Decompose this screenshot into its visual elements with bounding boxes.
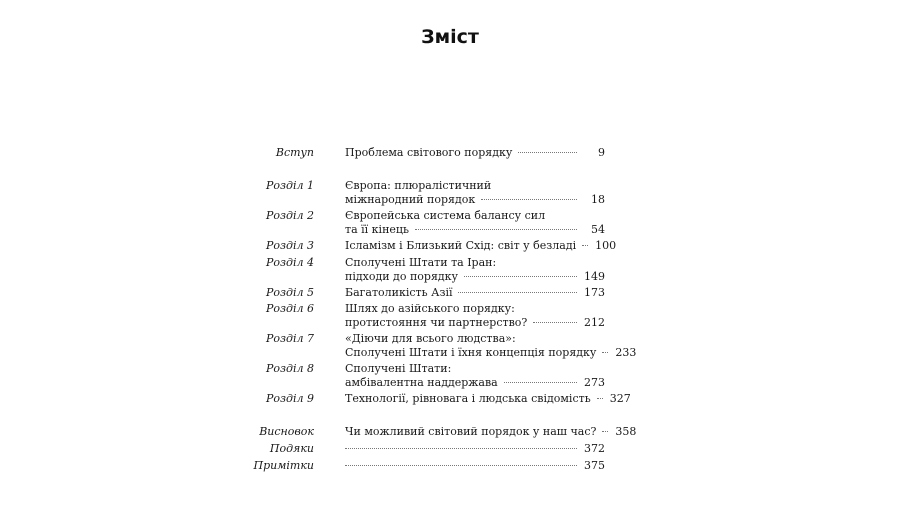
toc-page-number: 327 [609,392,631,405]
toc-page-number: 173 [584,286,605,299]
toc-entry-label: Розділ 5 [265,286,314,299]
leader-dots [345,465,577,466]
toc-entry-label: Висновок [259,425,314,438]
toc-entry-label: Подяки [269,442,314,455]
toc-entry-label: Розділ 3 [265,239,314,252]
toc-entry-label: Розділ 7 [265,332,314,345]
toc-page-number: 233 [615,346,637,359]
toc-entry-title-cont: міжнародний порядок [345,193,476,206]
leader-dots [345,448,577,449]
leader-dots [602,431,608,432]
toc-entry-title: Сполучені Штати: [345,362,452,375]
leader-dots [481,199,577,200]
leader-dots [533,322,577,323]
toc-entry-label: Примітки [253,459,314,472]
toc-page-number: 375 [584,459,605,472]
toc-entry-title: Багатоликість Азії [345,286,453,299]
toc-page-number: 358 [615,425,637,438]
toc-page-number: 372 [584,442,605,455]
page-title: Зміст [421,26,479,48]
toc-entry-title: Сполучені Штати та Іран: [345,256,497,269]
leader-dots [602,352,608,353]
toc-entry-title-cont: амбівалентна наддержава [345,376,498,389]
toc-entry-label: Розділ 9 [265,392,314,405]
leader-dots [504,382,577,383]
toc-entry-label: Вступ [275,146,314,159]
leader-dots [597,398,603,399]
leader-dots [464,276,577,277]
toc-entry-label: Розділ 2 [265,209,314,222]
toc-entry-title: Європа: плюралістичний [345,179,492,192]
toc-entry-label: Розділ 6 [265,302,314,315]
toc-entry-label: Розділ 8 [265,362,314,375]
toc-page-number: 100 [595,239,617,252]
leader-dots [518,152,577,153]
leader-dots [582,245,588,246]
toc-page-number: 149 [584,270,605,283]
toc-page-number: 18 [591,193,605,206]
toc-entry-label: Розділ 4 [265,256,314,269]
toc-entry-label: Розділ 1 [265,179,314,192]
toc-entry-title: Шлях до азійського порядку: [345,302,515,315]
leader-dots [458,292,577,293]
toc-entry-title: Чи можливий світовий порядок у наш час? [345,425,597,438]
toc-entry-title: Ісламізм і Близький Схід: світ у безладі [345,239,577,252]
toc-entry-title-cont: та її кінець [345,223,409,236]
toc-page-number: 54 [591,223,605,236]
toc-entry-title-cont: протистояння чи партнерство? [345,316,528,329]
toc-entry-title: «Діючи для всього людства»: [345,332,516,345]
toc-entry-title-cont: Сполучені Штати і їхня концепція порядку [345,346,597,359]
toc-page-number: 212 [584,316,605,329]
toc-entry-title: Технології, рівновага і людська свідомість [345,392,591,405]
toc-entry-title-cont: підходи до порядку [345,270,458,283]
toc-entry-title: Європейська система балансу сил [345,209,546,222]
toc-entry-title: Проблема світового порядку [345,146,513,159]
toc-page-number: 273 [584,376,605,389]
toc-page-number: 9 [598,146,605,159]
leader-dots [415,229,577,230]
